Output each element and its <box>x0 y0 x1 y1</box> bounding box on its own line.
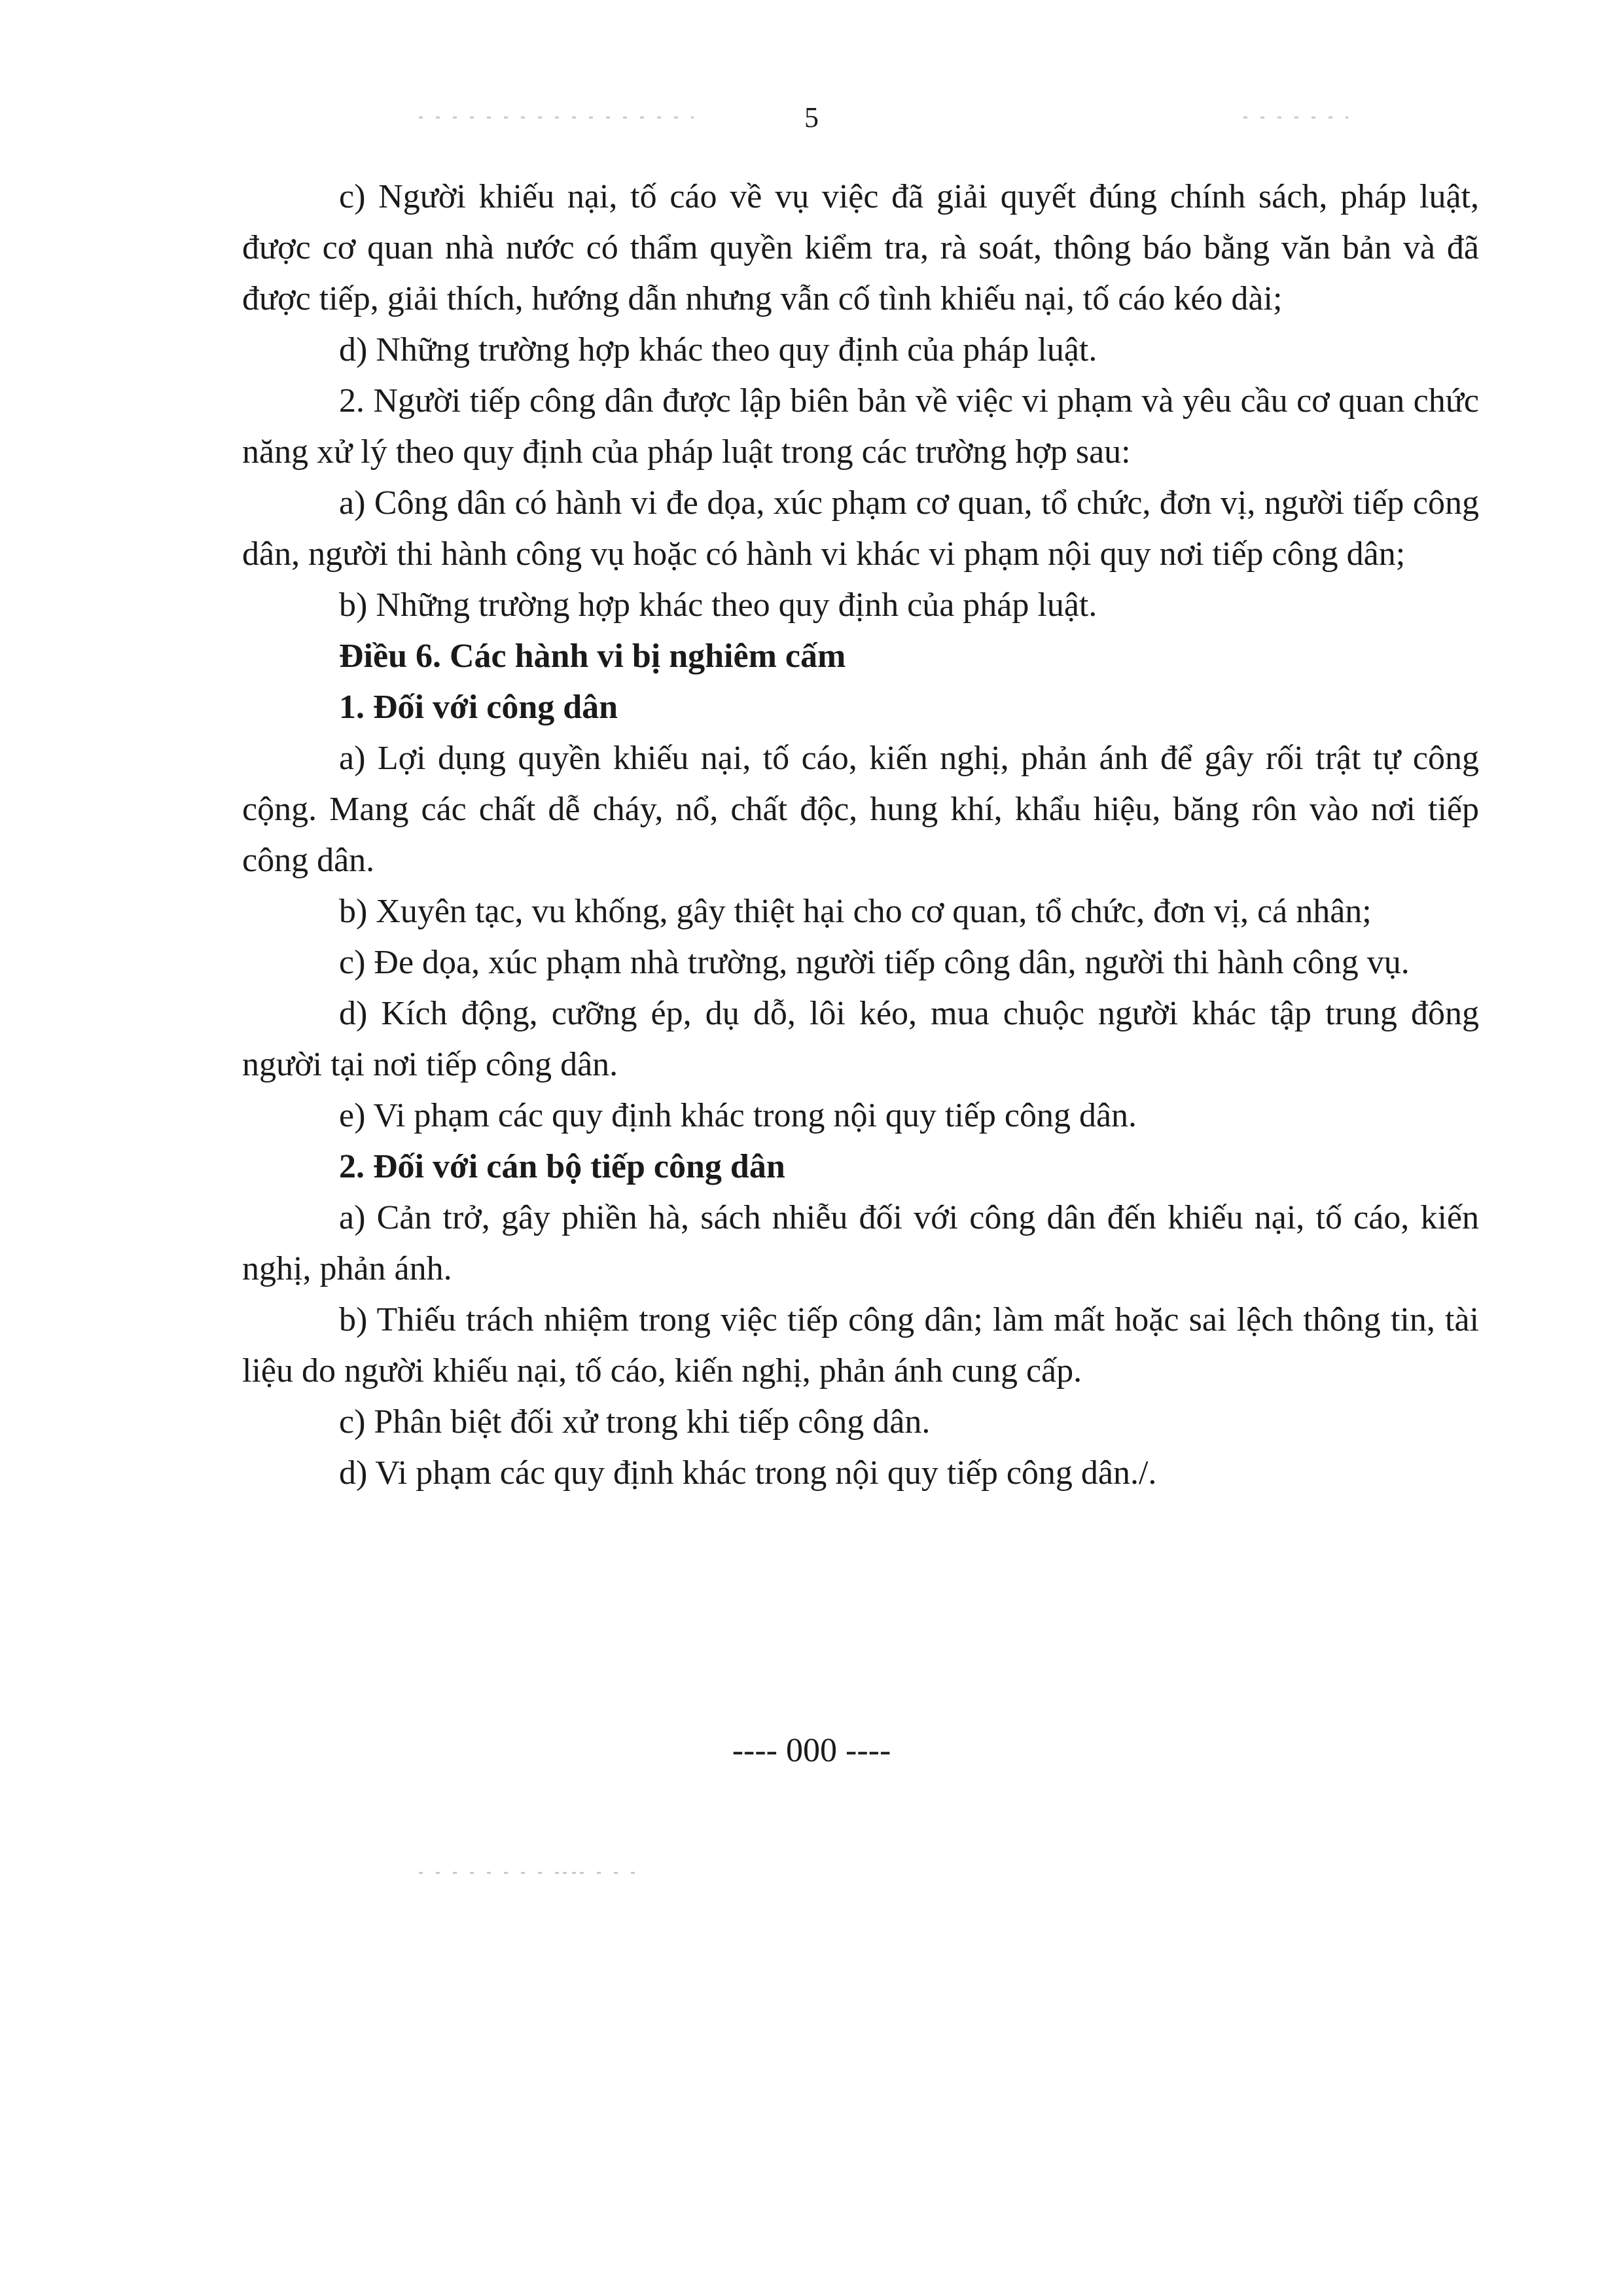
document-body <box>242 171 1479 1499</box>
page-number: 5 <box>804 101 819 134</box>
paragraph: d) Vi phạm các quy định khác trong nội quy tiếp công dân./. <box>339 1454 1157 1492</box>
paragraph: a) Cản trở, gây phiền hà, sách nhiễu đối với công dân đến khiếu nại, tố cáo, kiến nghị, phản ánh. <box>242 1199 1479 1287</box>
article-heading: Điều 6. Các hành vi bị nghiêm cấm <box>339 637 846 675</box>
paragraph: c) Đe dọa, xúc phạm nhà trường, người tiếp công dân, người thi hành công vụ. <box>339 944 1410 981</box>
paragraph: c) Người khiếu nại, tố cáo về vụ việc đã giải quyết đúng chính sách, pháp luật, được cơ quan nhà nước có thẩm quyền kiểm tra, rà soát, thông báo bằng văn bản và đã được tiếp, giải thích, hướng dẫn nhưng vẫn cố tình khiếu nại, tố cáo kéo dài; <box>242 178 1479 317</box>
paragraph: e) Vi phạm các quy định khác trong nội quy tiếp công dân. <box>339 1097 1137 1134</box>
paragraph: a) Công dân có hành vi đe dọa, xúc phạm cơ quan, tổ chức, đơn vị, người tiếp công dân, người thi hành công vụ hoặc có hành vi khác vi phạm nội quy nơi tiếp công dân; <box>242 484 1479 573</box>
paragraph: a) Lợi dụng quyền khiếu nại, tố cáo, kiến nghị, phản ánh để gây rối trật tự công cộng. Mang các chất dễ cháy, nổ, chất độc, hung khí, khẩu hiệu, băng rôn vào nơi tiếp công dân. <box>242 740 1479 879</box>
section-heading: 1. Đối với công dân <box>339 689 618 726</box>
scan-artifact-bottom-mid <box>563 1872 641 1874</box>
paragraph: d) Kích động, cưỡng ép, dụ dỗ, lôi kéo, mua chuộc người khác tập trung đông người tại nơi tiếp công dân. <box>242 995 1479 1083</box>
paragraph: c) Phân biệt đối xử trong khi tiếp công dân. <box>339 1403 931 1441</box>
paragraph: b) Thiếu trách nhiệm trong việc tiếp công dân; làm mất hoặc sai lệch thông tin, tài liệu do người khiếu nại, tố cáo, kiến nghị, phản ánh cung cấp. <box>242 1301 1479 1390</box>
paragraph: b) Xuyên tạc, vu khống, gây thiệt hại cho cơ quan, tổ chức, đơn vị, cá nhân; <box>339 893 1372 930</box>
paragraph: d) Những trường hợp khác theo quy định của pháp luật. <box>339 331 1097 368</box>
paragraph: b) Những trường hợp khác theo quy định của pháp luật. <box>339 586 1097 624</box>
section-heading: 2. Đối với cán bộ tiếp công dân <box>339 1148 785 1185</box>
end-of-document-mark: ---- 000 ---- <box>732 1732 891 1769</box>
paragraph: 2. Người tiếp công dân được lập biên bản về việc vi phạm và yêu cầu cơ quan chức năng xử lý theo quy định của pháp luật trong các trường hợp sau: <box>242 382 1479 471</box>
